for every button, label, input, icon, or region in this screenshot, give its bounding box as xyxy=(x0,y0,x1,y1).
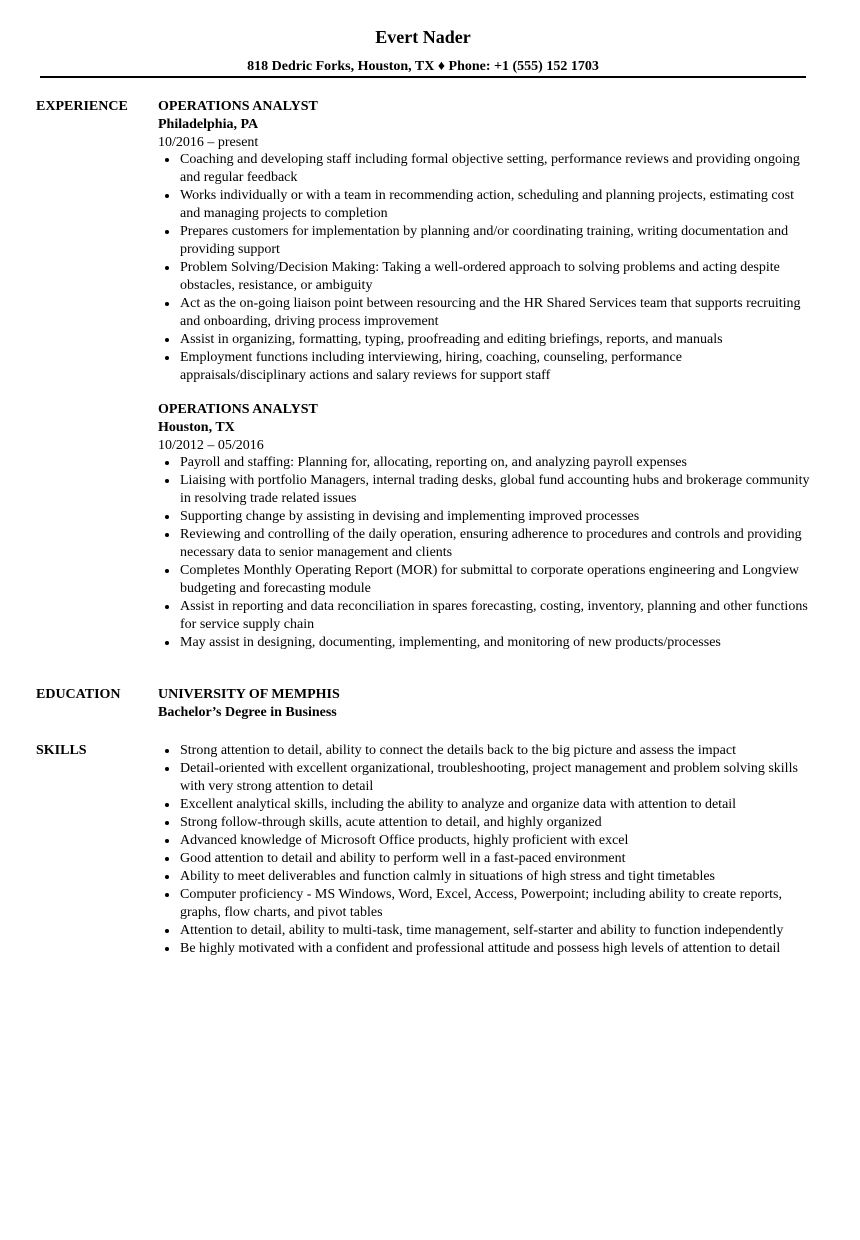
job-location: Houston, TX xyxy=(158,420,235,435)
bullet-icon xyxy=(165,875,169,879)
bullet-icon xyxy=(165,749,169,753)
skill-item xyxy=(158,940,810,958)
bullet-text: Liaising with portfolio Managers, internal trading desks, global fund accounting hubs and brokerage community in resolving trade related issues xyxy=(180,473,810,506)
bullet-icon xyxy=(165,266,169,270)
bullet-icon xyxy=(165,479,169,483)
bullet-item xyxy=(158,259,810,295)
experience-label: EXPERIENCE xyxy=(36,99,128,114)
bullet-icon xyxy=(165,569,169,573)
skill-text: Good attention to detail and ability to perform well in a fast-paced environment xyxy=(180,851,626,866)
bullet-text: Reviewing and controlling of the daily operation, ensuring adherence to procedures and controls and providing necessary data to senior management and clients xyxy=(180,527,802,560)
skill-item xyxy=(158,922,810,940)
bullet-item xyxy=(158,223,810,259)
bullet-icon xyxy=(165,515,169,519)
bullet-item xyxy=(158,634,810,652)
skill-text: Detail-oriented with excellent organizational, troubleshooting, project management and problem solving skills with very strong attention to detail xyxy=(180,761,798,794)
bullet-item xyxy=(158,331,810,349)
job-bullets xyxy=(158,151,810,385)
bullet-text: Supporting change by assisting in devising and implementing improved processes xyxy=(180,509,640,524)
skill-text: Excellent analytical skills, including the ability to analyze and organize data with attention to detail xyxy=(180,797,737,812)
contact-line: 818 Dedric Forks, Houston, TX ♦ Phone: +1 (555) 152 1703 xyxy=(247,59,599,74)
skill-item xyxy=(158,760,810,796)
education-body xyxy=(158,686,810,722)
skill-text: Be highly motivated with a confident and professional attitude and possess high levels of attention to detail xyxy=(180,941,781,956)
skill-text: Computer proficiency - MS Windows, Word, Excel, Access, Powerpoint; including ability to create reports, graphs, flow charts, and pivot tables xyxy=(180,887,782,920)
skills-label: SKILLS xyxy=(36,743,87,758)
bullet-icon xyxy=(165,857,169,861)
skill-item xyxy=(158,886,810,922)
skill-text: Ability to meet deliverables and function calmly in situations of high stress and tight timetables xyxy=(180,869,716,884)
bullet-icon xyxy=(165,230,169,234)
bullet-text: Coaching and developing staff including formal objective setting, performance reviews and providing ongoing and regular feedback xyxy=(180,152,800,185)
bullet-icon xyxy=(165,893,169,897)
bullet-icon xyxy=(165,338,169,342)
job-entry-1 xyxy=(158,98,810,385)
resume-header xyxy=(40,26,806,76)
bullet-text: Works individually or with a team in recommending action, scheduling and planning projects, estimating cost and managing projects to completion xyxy=(180,188,794,221)
bullet-item xyxy=(158,151,810,187)
job-dates: 10/2012 – 05/2016 xyxy=(158,438,264,453)
skill-text: Strong follow-through skills, acute attention to detail, and highly organized xyxy=(180,815,602,830)
skill-item xyxy=(158,814,810,832)
job-entry-2 xyxy=(158,401,810,652)
bullet-icon xyxy=(165,839,169,843)
job-bullets xyxy=(158,454,810,652)
skills-body xyxy=(158,742,810,958)
bullet-icon xyxy=(165,194,169,198)
bullet-icon xyxy=(165,461,169,465)
skill-text: Advanced knowledge of Microsoft Office products, highly proficient with excel xyxy=(180,833,629,848)
bullet-icon xyxy=(165,947,169,951)
school-name: UNIVERSITY OF MEMPHIS xyxy=(158,687,340,702)
job-location: Philadelphia, PA xyxy=(158,117,259,132)
bullet-icon xyxy=(165,803,169,807)
bullet-text: Prepares customers for implementation by planning and/or coordinating training, writing documentation and providing support xyxy=(180,224,789,257)
header-divider xyxy=(40,76,806,78)
bullet-text: May assist in designing, documenting, implementing, and monitoring of new products/processes xyxy=(180,635,721,650)
bullet-item xyxy=(158,454,810,472)
bullet-text: Completes Monthly Operating Report (MOR) for submittal to corporate operations engineering and Longview budgeting and forecasting module xyxy=(180,563,799,596)
bullet-icon xyxy=(165,533,169,537)
degree-name: Bachelor’s Degree in Business xyxy=(158,705,337,720)
skill-text: Strong attention to detail, ability to connect the details back to the big picture and assess the impact xyxy=(180,743,736,758)
bullet-icon xyxy=(165,158,169,162)
bullet-item xyxy=(158,562,810,598)
bullet-text: Payroll and staffing: Planning for, allocating, reporting on, and analyzing payroll expenses xyxy=(180,455,687,470)
bullet-icon xyxy=(165,767,169,771)
skill-text: Attention to detail, ability to multi-task, time management, self-starter and ability to function independently xyxy=(180,923,784,938)
job-title: OPERATIONS ANALYST xyxy=(158,402,318,417)
bullet-item xyxy=(158,508,810,526)
bullet-icon xyxy=(165,641,169,645)
experience-body xyxy=(158,98,810,652)
bullet-icon xyxy=(165,821,169,825)
bullet-text: Problem Solving/Decision Making: Taking a well-ordered approach to solving problems and acting despite obstacles, resistance, or ambiguity xyxy=(180,260,780,293)
skill-item xyxy=(158,868,810,886)
job-title: OPERATIONS ANALYST xyxy=(158,99,318,114)
bullet-icon xyxy=(165,302,169,306)
bullet-icon xyxy=(165,605,169,609)
skill-item xyxy=(158,796,810,814)
bullet-item xyxy=(158,295,810,331)
bullet-item xyxy=(158,472,810,508)
bullet-text: Assist in organizing, formatting, typing, proofreading and editing briefings, reports, and manuals xyxy=(180,332,723,347)
bullet-item xyxy=(158,187,810,223)
skill-item xyxy=(158,850,810,868)
candidate-name: Evert Nader xyxy=(375,27,471,47)
bullet-icon xyxy=(165,929,169,933)
skill-item xyxy=(158,832,810,850)
bullet-icon xyxy=(165,356,169,360)
education-label: EDUCATION xyxy=(36,687,121,702)
bullet-text: Employment functions including interviewing, hiring, coaching, counseling, performance appraisals/disciplinary actions and salary reviews for support staff xyxy=(180,350,682,383)
skills-list xyxy=(158,742,810,958)
job-dates: 10/2016 – present xyxy=(158,135,259,150)
skill-item xyxy=(158,742,810,760)
bullet-item xyxy=(158,349,810,385)
bullet-text: Assist in reporting and data reconciliation in spares forecasting, costing, inventory, planning and other functions for service supply chain xyxy=(180,599,808,632)
bullet-text: Act as the on-going liaison point between resourcing and the HR Shared Services team that supports recruiting and onboarding, driving process improvement xyxy=(180,296,801,329)
bullet-item xyxy=(158,598,810,634)
bullet-item xyxy=(158,526,810,562)
